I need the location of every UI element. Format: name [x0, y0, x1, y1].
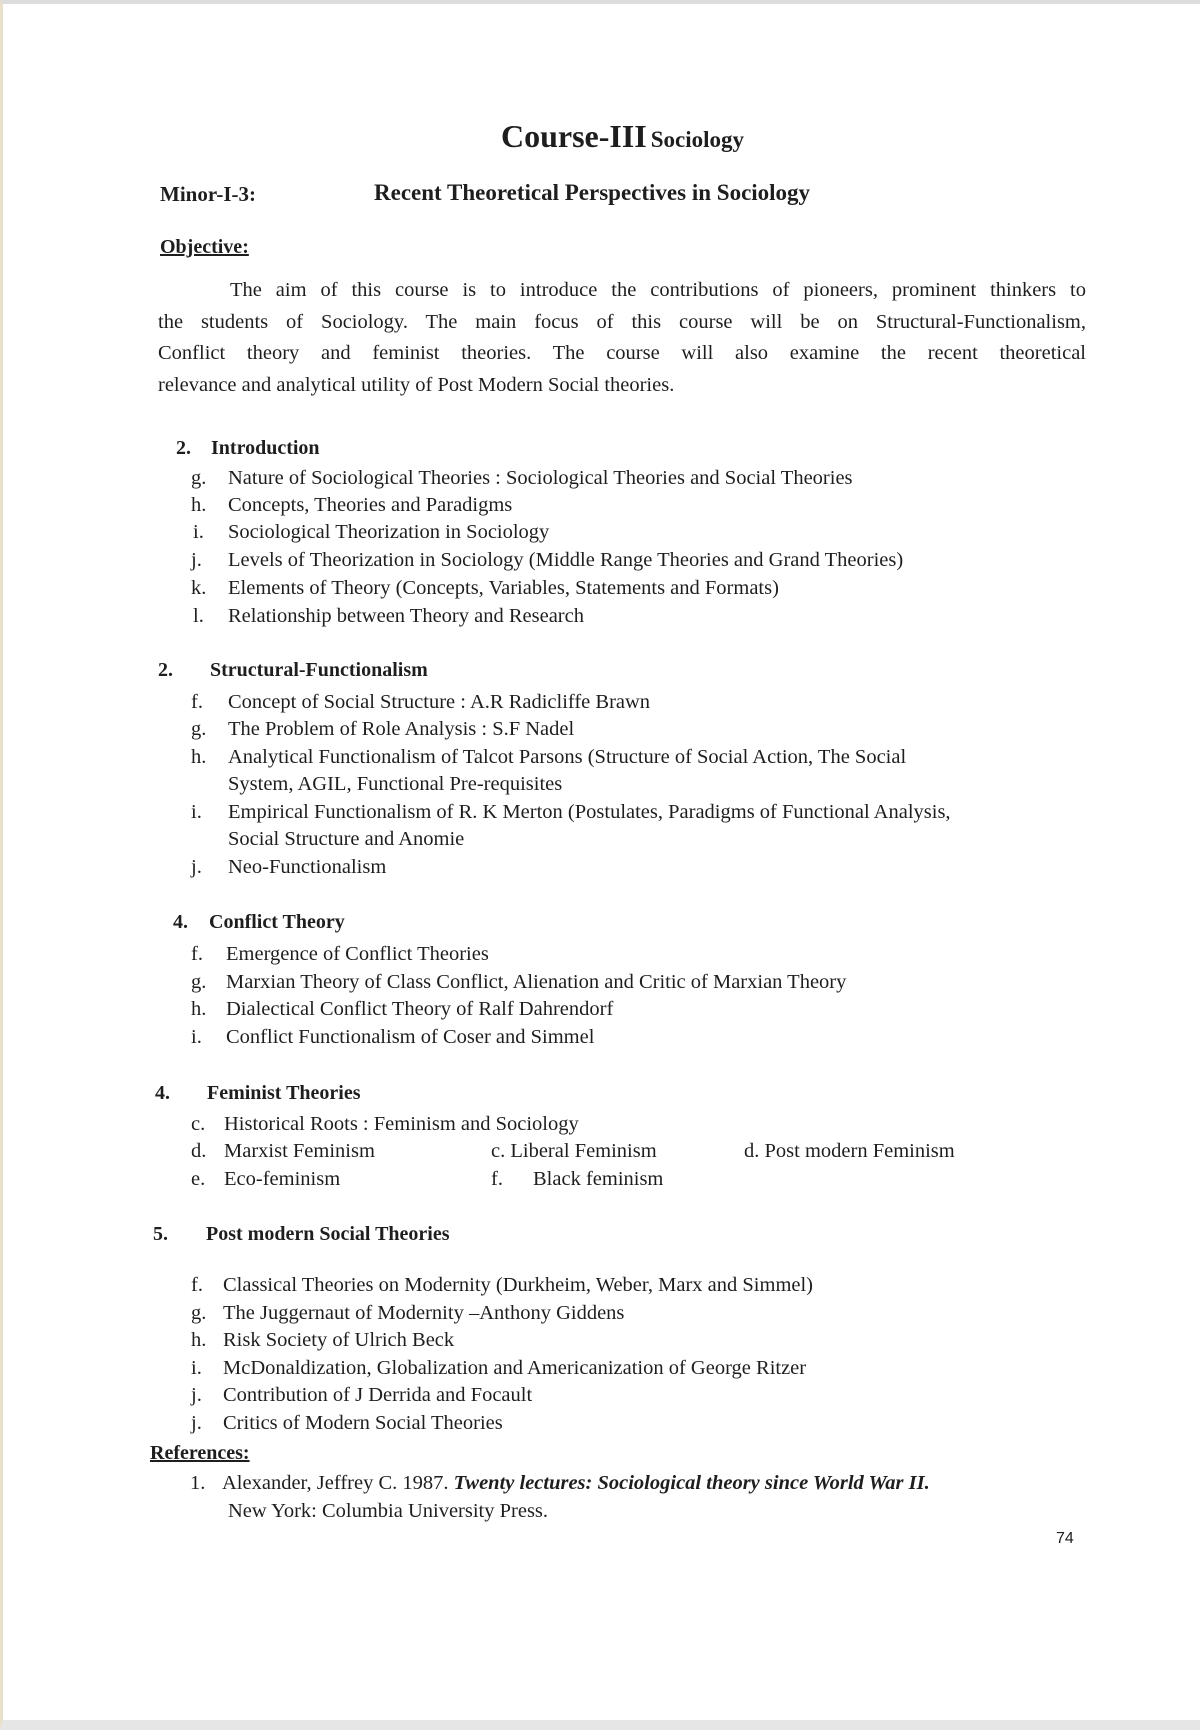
- list-item: The Juggernaut of Modernity –Anthony Giddens: [223, 1302, 625, 1324]
- course-title-sub: Sociology: [650, 127, 745, 152]
- section-title-feminist-theories: Feminist Theories: [207, 1082, 361, 1104]
- list-item: Concept of Social Structure : A.R Radicliffe Brawn: [228, 691, 651, 713]
- minor-code: Minor-I-3:: [160, 182, 257, 206]
- list-item: Eco-feminism: [224, 1168, 341, 1190]
- list-item: Classical Theories on Modernity (Durkheim, Weber, Marx and Simmel): [223, 1274, 814, 1296]
- minor-title: Recent Theoretical Perspectives in Sociology: [374, 180, 811, 205]
- item-letter: k.: [191, 577, 207, 599]
- item-letter: d.: [191, 1140, 207, 1162]
- list-item: Concepts, Theories and Paradigms: [228, 494, 513, 516]
- list-item: Conflict Functionalism of Coser and Simmel: [226, 1026, 595, 1048]
- item-letter: g.: [191, 1302, 207, 1324]
- list-item: Emergence of Conflict Theories: [226, 943, 489, 965]
- reference-publisher: New York: Columbia University Press.: [228, 1500, 549, 1522]
- list-item: Neo-Functionalism: [228, 856, 387, 878]
- reference-author: Alexander, Jeffrey C. 1987.: [222, 1472, 449, 1494]
- item-letter: l.: [193, 605, 204, 627]
- objective-line: The aim of this course is to introduce the contributions of pioneers, prominent thinkers to: [230, 279, 1086, 301]
- section-title-post-modern-social-theories: Post modern Social Theories: [206, 1223, 450, 1245]
- section-number: 4.: [155, 1082, 170, 1104]
- section-title-structural-functionalism: Structural-Functionalism: [210, 659, 428, 681]
- item-letter: j.: [191, 1412, 202, 1434]
- list-item: d. Post modern Feminism: [744, 1140, 955, 1162]
- list-item: Nature of Sociological Theories : Sociological Theories and Social Theories: [228, 467, 853, 489]
- section-number: 4.: [173, 911, 188, 933]
- section-number: 2.: [158, 659, 173, 681]
- list-item: Contribution of J Derrida and Focault: [223, 1384, 533, 1406]
- list-item: Marxist Feminism: [224, 1140, 375, 1162]
- section-title-conflict-theory: Conflict Theory: [209, 911, 345, 933]
- list-item: Risk Society of Ulrich Beck: [223, 1329, 455, 1351]
- section-number: 5.: [153, 1223, 168, 1245]
- item-letter: g.: [191, 467, 207, 489]
- reference-entry: [222, 1472, 930, 1495]
- list-item-continuation: Social Structure and Anomie: [228, 828, 465, 850]
- item-letter: f.: [491, 1168, 503, 1190]
- course-title-main: Course-III: [500, 118, 647, 154]
- section-title-introduction: Introduction: [211, 437, 320, 459]
- item-letter: h.: [191, 494, 207, 516]
- course-title: [0, 118, 1200, 155]
- list-item: Elements of Theory (Concepts, Variables, Statements and Formats): [228, 577, 779, 599]
- item-letter: i.: [191, 801, 202, 823]
- list-item: Sociological Theorization in Sociology: [228, 521, 550, 543]
- objective-paragraph: [158, 275, 1086, 401]
- list-item: Levels of Theorization in Sociology (Middle Range Theories and Grand Theories): [228, 549, 904, 571]
- item-letter: f.: [191, 691, 203, 713]
- list-item: Black feminism: [533, 1168, 664, 1190]
- item-letter: h.: [191, 746, 207, 768]
- item-letter: c.: [191, 1113, 206, 1135]
- item-letter: j.: [191, 1384, 202, 1406]
- item-letter: i.: [191, 1357, 202, 1379]
- item-letter: h.: [191, 1329, 207, 1351]
- section-number: 2.: [176, 437, 191, 459]
- item-letter: j.: [191, 549, 202, 571]
- item-letter: i.: [191, 1026, 202, 1048]
- item-letter: h.: [191, 998, 207, 1020]
- item-letter: f.: [191, 1274, 203, 1296]
- list-item-continuation: System, AGIL, Functional Pre-requisites: [228, 773, 563, 795]
- reference-title: Twenty lectures: Sociological theory since World War II.: [453, 1472, 930, 1494]
- objective-line: the students of Sociology. The main focus of this course will be on Structural-Functionalism,: [158, 310, 1086, 333]
- objective-line: relevance and analytical utility of Post Modern Social theories.: [158, 373, 675, 396]
- reference-number: 1.: [190, 1472, 206, 1494]
- item-letter: j.: [191, 856, 202, 878]
- item-letter: f.: [191, 943, 203, 965]
- list-item: McDonaldization, Globalization and Americanization of George Ritzer: [223, 1357, 807, 1379]
- objective-heading: Objective:: [160, 236, 249, 258]
- list-item: Marxian Theory of Class Conflict, Alienation and Critic of Marxian Theory: [226, 971, 847, 993]
- list-item: The Problem of Role Analysis : S.F Nadel: [228, 718, 575, 740]
- item-letter: g.: [191, 971, 207, 993]
- list-item: Historical Roots : Feminism and Sociology: [224, 1113, 579, 1135]
- list-item: Dialectical Conflict Theory of Ralf Dahrendorf: [226, 998, 614, 1020]
- item-letter: i.: [193, 521, 204, 543]
- list-item: Analytical Functionalism of Talcot Parsons (Structure of Social Action, The Social: [228, 746, 907, 768]
- objective-line: Conflict theory and feminist theories. The course will also examine the recent theoretical: [158, 342, 1086, 364]
- list-item: c. Liberal Feminism: [491, 1140, 657, 1162]
- item-letter: e.: [191, 1168, 206, 1190]
- list-item: Critics of Modern Social Theories: [223, 1412, 503, 1434]
- item-letter: g.: [191, 718, 207, 740]
- references-heading: References:: [150, 1442, 250, 1464]
- list-item: Relationship between Theory and Research: [228, 605, 584, 627]
- list-item: Empirical Functionalism of R. K Merton (Postulates, Paradigms of Functional Analysis,: [228, 801, 951, 823]
- page-number: 74: [1056, 1530, 1074, 1547]
